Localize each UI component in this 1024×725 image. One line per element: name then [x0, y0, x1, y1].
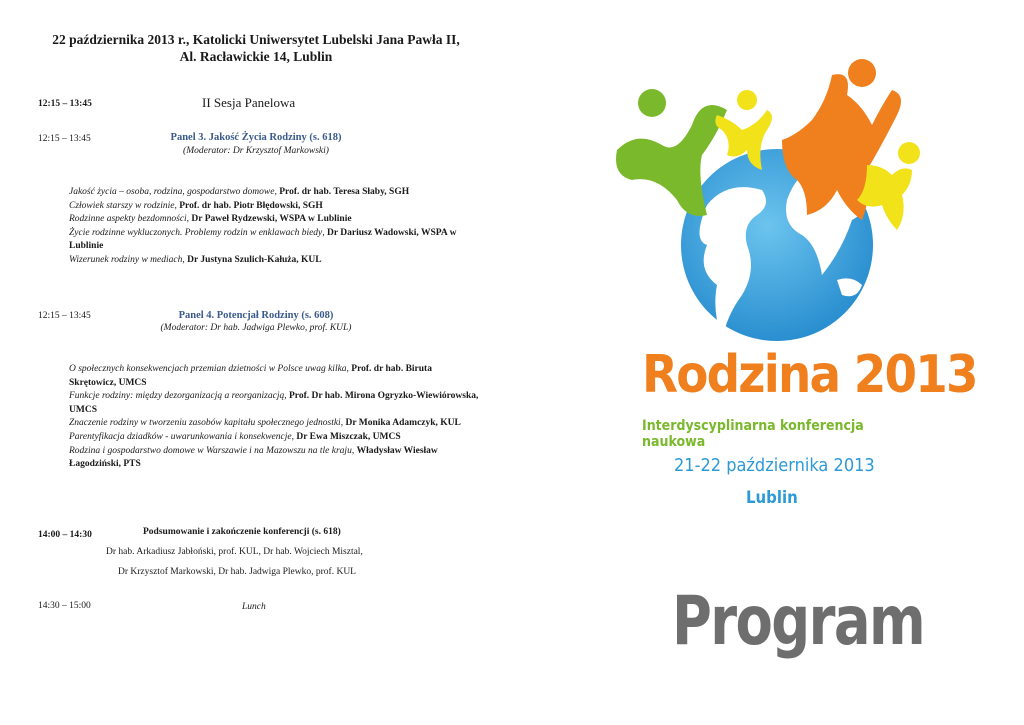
- talk-speaker: Prof. dr hab. Biruta Skrętowicz, UMCS: [69, 364, 432, 388]
- talk-item: [69, 227, 479, 254]
- talk-separator: ,: [322, 227, 328, 238]
- talk-speaker: Prof. dr hab. Teresa Słaby, SGH: [279, 187, 410, 197]
- talk-item: [69, 431, 481, 445]
- talk-item: [69, 186, 479, 200]
- cover-title: Rodzina 2013: [642, 345, 977, 405]
- panel4-time: 12:15 – 13:45: [38, 311, 91, 321]
- talk-separator: ,: [346, 364, 352, 374]
- talk-separator: ,: [174, 200, 180, 211]
- session-time: 12:15 – 13:45: [38, 99, 92, 109]
- panel3-time: 12:15 – 13:45: [38, 134, 91, 144]
- talk-speaker: Dr Ewa Miszczak, UMCS: [296, 431, 401, 442]
- talk-topic: Jakość życia – osoba, rodzina, gospodarstwo domowe: [69, 187, 275, 197]
- talk-speaker: Prof. dr hab. Piotr Błędowski, SGH: [179, 200, 323, 211]
- talk-speaker: Prof. Dr hab. Mirona Ogryzko-Wiewiórowska, UMCS: [69, 391, 479, 415]
- talk-topic: Rodzina i gospodarstwo domowe w Warszawie i na Mazowszu na tle kraju: [69, 445, 352, 456]
- talk-speaker: Władysław Wiesław Łagodziński, PTS: [69, 445, 438, 470]
- talk-item: [69, 445, 481, 472]
- talk-separator: ,: [291, 431, 297, 442]
- talk-speaker: Dr Dariusz Wadowski, WSPA w Lublinie: [69, 227, 457, 252]
- panel3-moderator: (Moderator: Dr Krzysztof Markowski): [183, 146, 329, 156]
- talk-separator: ,: [340, 418, 346, 429]
- talk-topic: Funkcje rodziny: między dezorganizacją a reorganizacją: [69, 391, 285, 402]
- cover-program: Program: [672, 582, 925, 661]
- summary-line-1: Dr hab. Arkadiusz Jabłoński, prof. KUL, Dr hab. Wojciech Misztal,: [106, 547, 363, 557]
- talk-separator: ,: [284, 391, 289, 402]
- cover-city: Lublin: [746, 488, 798, 508]
- talk-topic: O społecznych konsekwencjach przemian dzietności w Polsce uwag kilka: [69, 364, 347, 374]
- talk-speaker: Dr Justyna Szulich-Kałuża, KUL: [187, 254, 322, 265]
- panel4-title: Panel 4. Potencjał Rodziny (s. 608): [178, 310, 334, 321]
- lunch-label: Lunch: [242, 602, 266, 612]
- talk-separator: ,: [186, 214, 192, 225]
- cover-subtitle: Interdyscyplinarna konferencja naukowa: [642, 418, 864, 450]
- talk-speaker: Dr Paweł Rydzewski, WSPA w Lublinie: [191, 214, 352, 225]
- talk-topic: Rodzinne aspekty bezdomności: [69, 214, 187, 225]
- talk-topic: Znaczenie rodziny w tworzeniu zasobów kapitału społecznego jednostki: [69, 418, 341, 429]
- talk-item: [69, 417, 481, 431]
- lunch-time: 14:30 – 15:00: [38, 601, 91, 611]
- talk-topic: Parentyfikacja dziadków - uwarunkowania i konsekwencje: [69, 431, 292, 442]
- talk-topic: Wizerunek rodziny w mediach: [69, 254, 183, 265]
- panel3-talks: [69, 186, 479, 268]
- talk-item: [69, 200, 479, 214]
- talk-item: [69, 363, 481, 390]
- session-title: II Sesja Panelowa: [202, 95, 296, 110]
- talk-separator: ,: [182, 254, 188, 265]
- talk-separator: ,: [274, 187, 280, 197]
- summary-line-2: Dr Krzysztof Markowski, Dr hab. Jadwiga Plewko, prof. KUL: [118, 567, 356, 577]
- cover-page: [512, 0, 1024, 725]
- summary-time: 14:00 – 14:30: [38, 530, 92, 540]
- talk-item: [69, 254, 479, 268]
- talk-item: [69, 213, 479, 227]
- summary-title: Podsumowanie i zakończenie konferencji (s. 618): [143, 527, 341, 537]
- talk-item: [69, 390, 481, 417]
- talk-topic: Człowiek starszy w rodzinie: [69, 200, 175, 211]
- panel3-title: Panel 3. Jakość Życia Rodziny (s. 618): [170, 132, 342, 143]
- event-header: [0, 31, 512, 65]
- talk-speaker: Dr Monika Adamczyk, KUL: [345, 418, 461, 429]
- panel4-moderator: (Moderator: Dr hab. Jadwiga Plewko, prof. KUL): [160, 323, 352, 333]
- panel4-talks: [69, 363, 481, 472]
- talk-separator: ,: [351, 445, 357, 456]
- cover-dates: 21-22 października 2013: [674, 455, 875, 476]
- header-line-1: 22 października 2013 r., Katolicki Uniwersytet Lubelski Jana Pawła II,: [52, 32, 460, 47]
- header-line-2: Al. Racławickie 14, Lublin: [179, 49, 333, 64]
- globe-people-logo: [612, 55, 922, 345]
- talk-topic: Życie rodzinne wykluczonych. Problemy rodzin w enklawach biedy: [69, 227, 323, 238]
